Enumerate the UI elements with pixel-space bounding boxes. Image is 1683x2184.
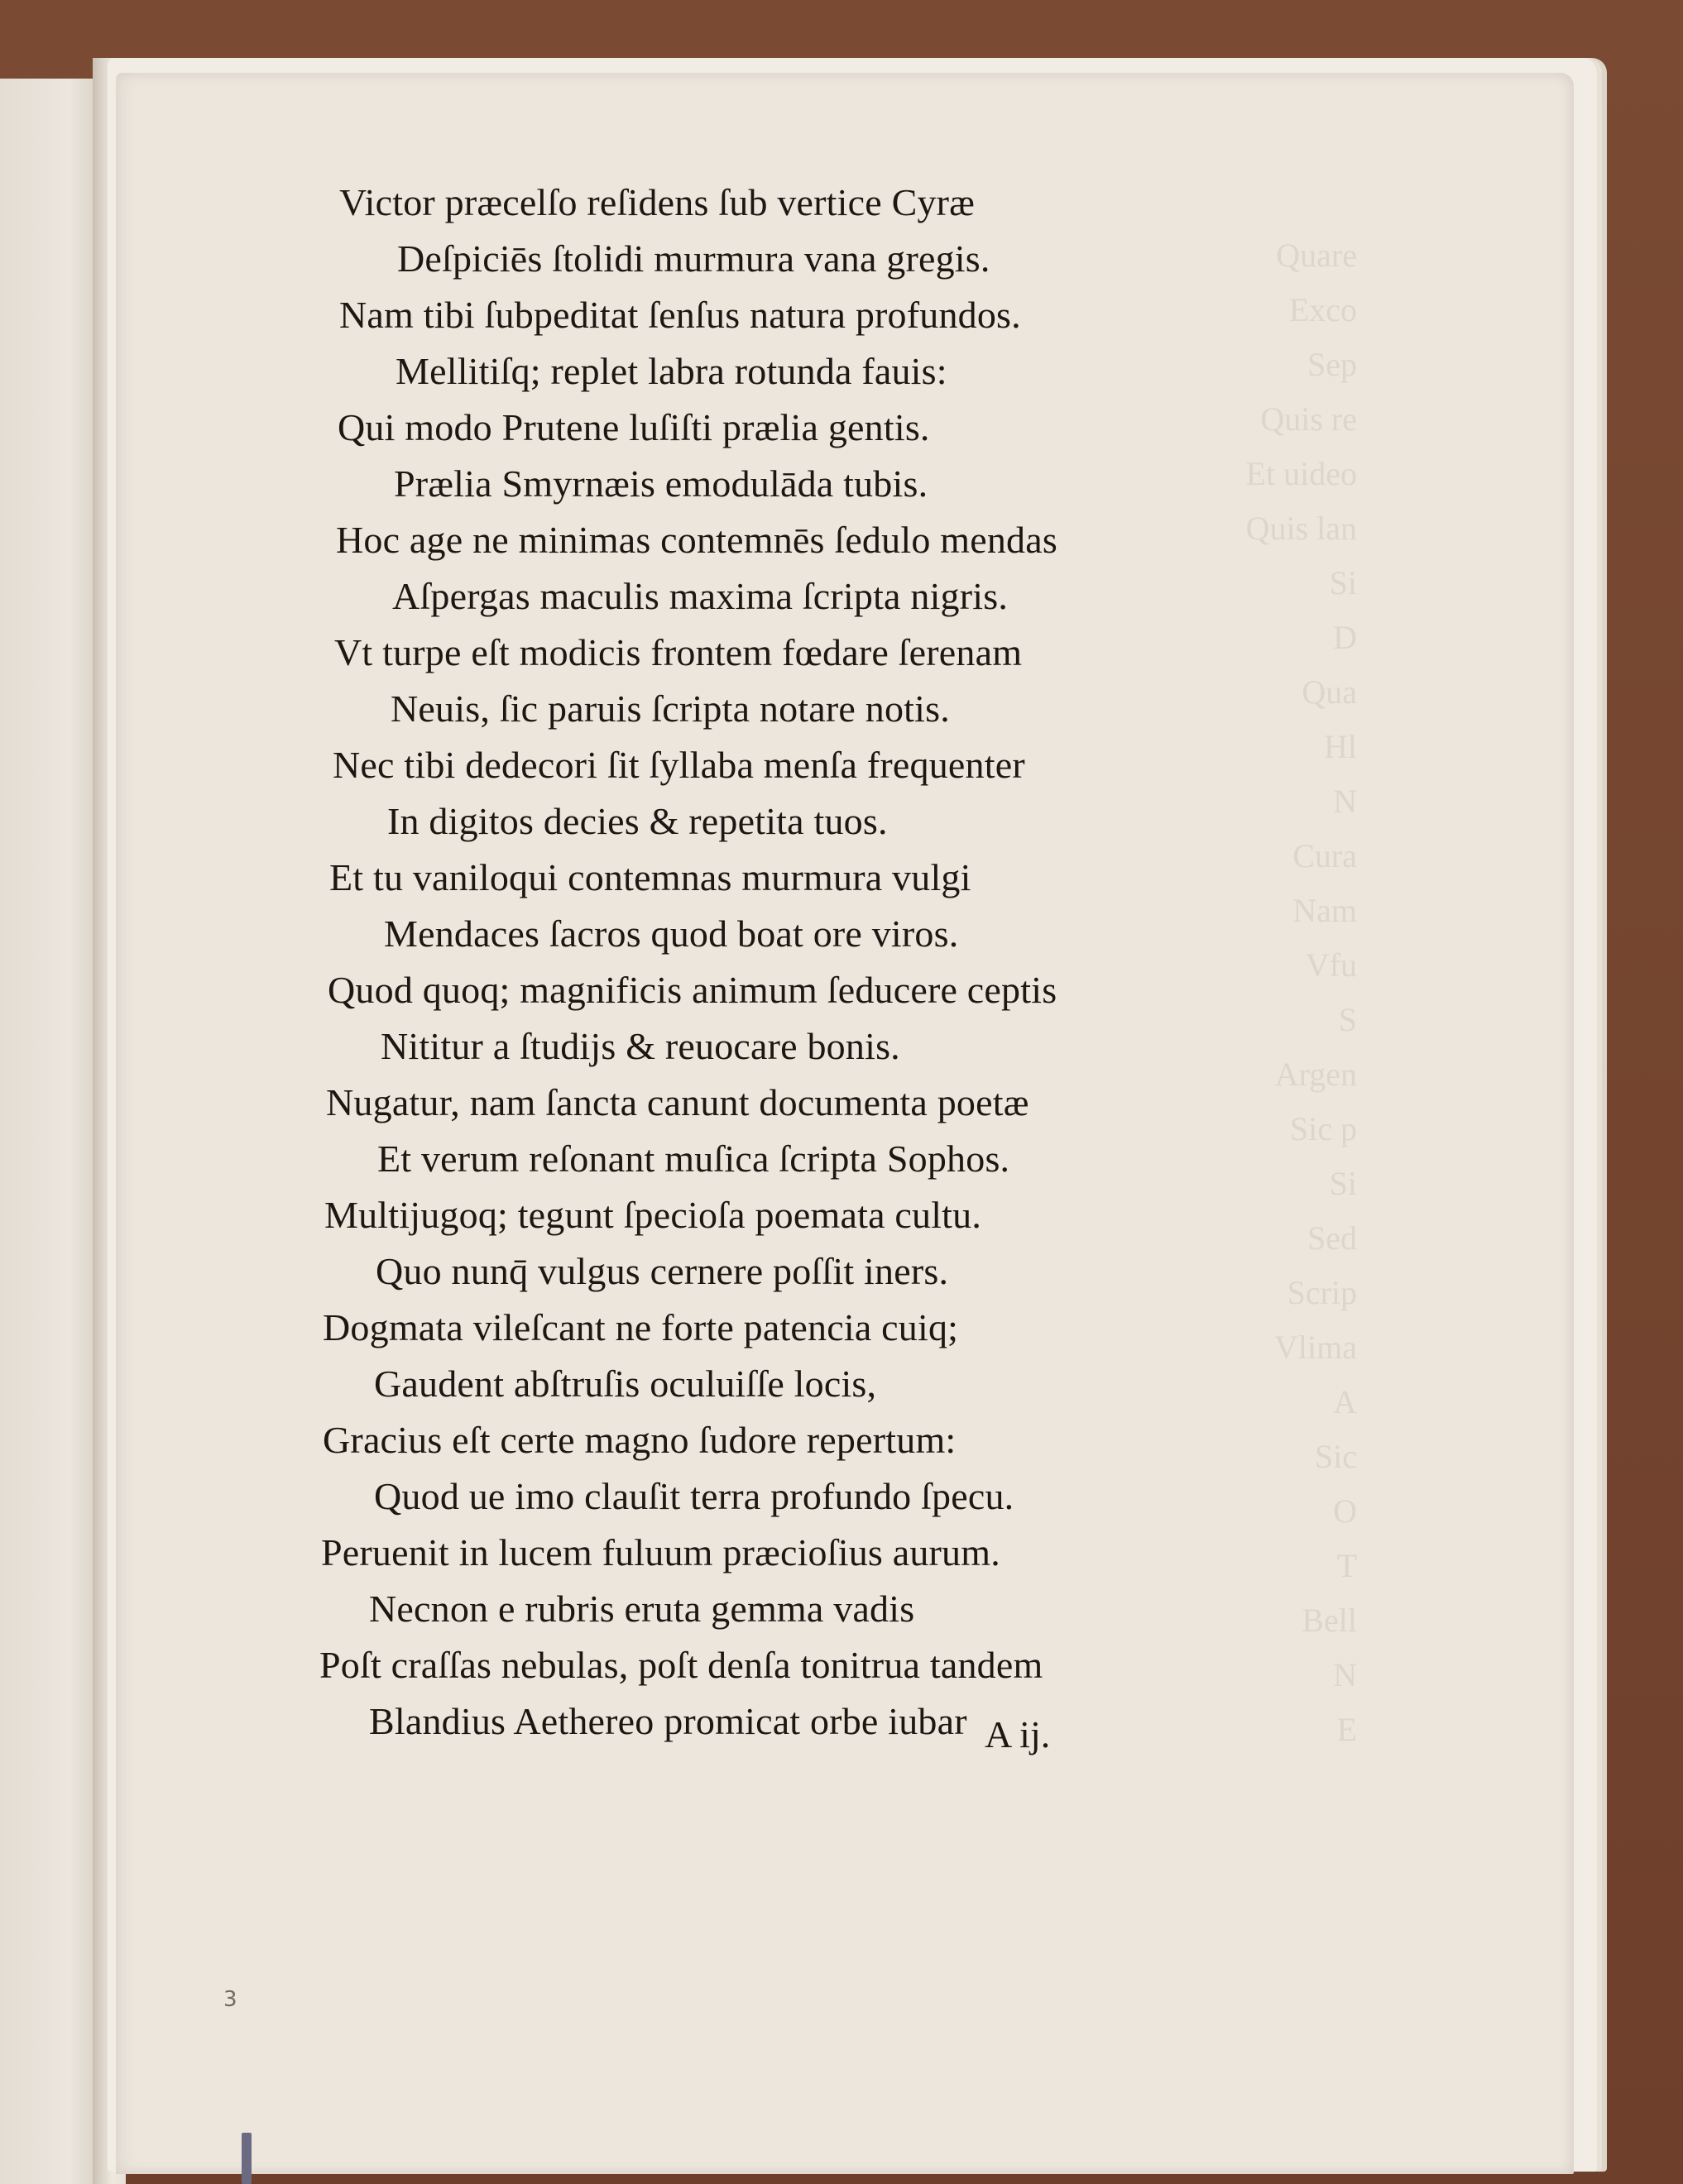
poem-line: Gaudent abſtruſis oculuiſſe locis, [374, 1363, 877, 1405]
poem-line: Mendaces ſacros quod boat ore viros. [384, 912, 959, 955]
pencil-page-number: 3 [223, 1987, 237, 2012]
poem-line: Necnon e rubris eruta gemma vadis [369, 1588, 915, 1630]
poem-line: Hoc age ne minimas contemnēs ſedulo mendas [336, 519, 1057, 561]
poem-line: Nam tibi ſubpeditat ſenſus natura profundos. [339, 294, 1021, 336]
poem-line: Mellitiſq; replet labra rotunda fauis: [396, 350, 947, 392]
poem-line: In digitos decies & repetita tuos. [387, 800, 888, 842]
poem-line: Peruenit in lucem fuluum præcioſius aurum. [321, 1531, 1000, 1573]
poem-line: Neuis, ſic paruis ſcripta notare notis. [391, 687, 950, 730]
poem-line: Et tu vaniloqui contemnas murmura vulgi [329, 856, 971, 898]
poem-line: Poſt craſſas nebulas, poſt denſa tonitrua tandem [319, 1644, 1043, 1686]
poem-line: Nec tibi dedecori ſit ſyllaba menſa frequenter [333, 744, 1025, 786]
bookmark-ribbon [242, 2133, 252, 2184]
poem-line: Quo nunq̄ vulgus cernere poſſit iners. [376, 1250, 949, 1292]
poem-line: Gracius eſt certe magno ſudore repertum: [323, 1419, 957, 1461]
poem-line: Aſpergas maculis maxima ſcripta nigris. [392, 575, 1009, 617]
poem-line: Prælia Smyrnæis emodulāda tubis. [394, 462, 928, 505]
poem-line: Dogmata vileſcant ne forte patencia cuiq; [323, 1306, 959, 1348]
poem-line: Quod ue imo clauſit terra profundo ſpecu. [374, 1475, 1014, 1517]
poem-line: Deſpiciēs ſtolidi murmura vana gregis. [397, 237, 990, 280]
poem-line: Victor præcelſo reſidens ſub vertice Cyræ [339, 181, 976, 223]
poem-line: Vt turpe eſt modicis frontem fœdare ſerenam [334, 631, 1023, 673]
poem-line: Qui modo Prutene luſiſti prælia gentis. [338, 406, 930, 448]
poem-line: Et verum reſonant muſica ſcripta Sophos. [377, 1138, 1010, 1180]
poem-line: Blandius Aethereo promicat orbe iubar [369, 1700, 967, 1742]
poem-line: Quod quoq; magnificis animum ſeducere ceptis [328, 969, 1057, 1011]
signature-mark: A ij. [985, 1713, 1051, 1755]
poem-line: Nititur a ſtudijs & reuocare bonis. [381, 1025, 900, 1067]
poem-line: Nugatur, nam ſancta canunt documenta poetæ [326, 1081, 1029, 1123]
poem-line: Multijugoq; tegunt ſpecioſa poemata cultu. [324, 1194, 982, 1236]
